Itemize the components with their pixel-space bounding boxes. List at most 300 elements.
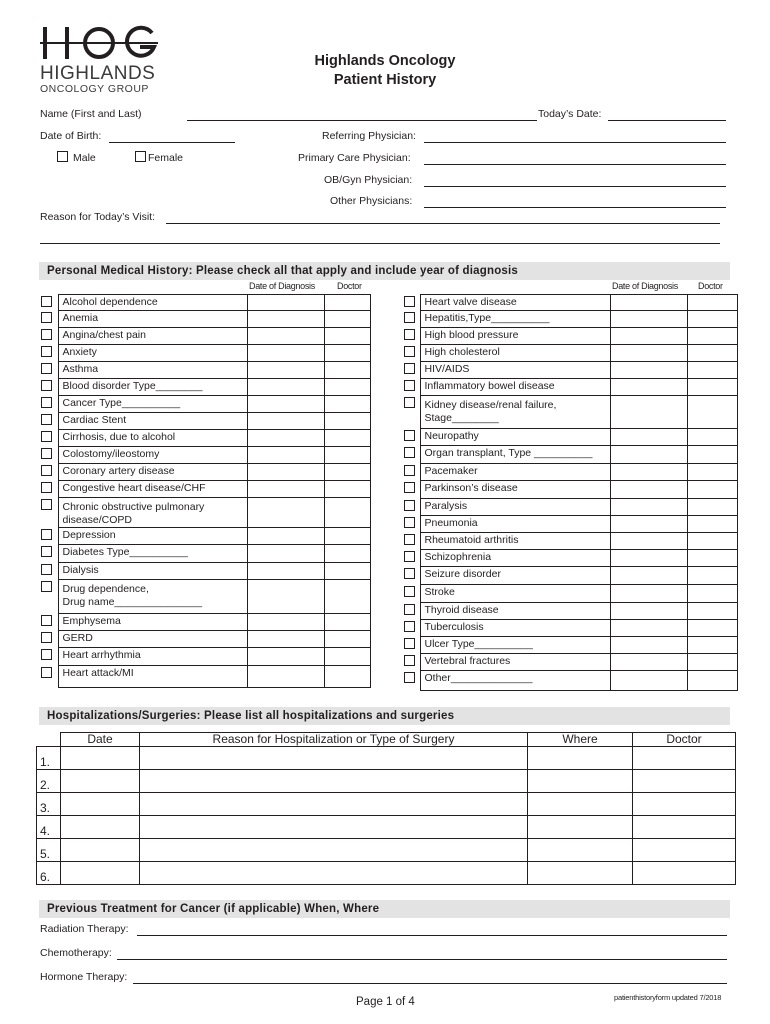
condition-checkbox-cell — [41, 648, 58, 666]
condition-checkbox[interactable] — [404, 430, 415, 441]
condition-label — [58, 464, 247, 481]
condition-label-line: Colostomy/ileostomy — [62, 448, 160, 460]
hosp-date-input[interactable] — [61, 770, 140, 793]
condition-checkbox[interactable] — [41, 363, 52, 374]
condition-checkbox-cell — [404, 620, 420, 637]
condition-checkbox-cell — [404, 446, 420, 464]
condition-row — [404, 567, 737, 585]
condition-checkbox-cell — [41, 362, 58, 379]
doctor-input[interactable] — [687, 499, 737, 516]
female-checkbox[interactable] — [135, 151, 146, 162]
date-of-diagnosis-input[interactable] — [610, 550, 687, 567]
date-of-diagnosis-input[interactable] — [610, 567, 687, 585]
condition-label — [58, 413, 247, 430]
condition-checkbox[interactable] — [41, 346, 52, 357]
condition-row — [41, 545, 370, 563]
condition-label-line: Pneumonia — [424, 517, 478, 529]
doctor-input[interactable] — [324, 528, 370, 545]
condition-row — [404, 481, 737, 499]
condition-row — [404, 295, 737, 311]
condition-label-line: Cirrhosis, due to alcohol — [62, 431, 176, 443]
date-of-diagnosis-input[interactable] — [610, 499, 687, 516]
condition-label-line: Vertebral fractures — [424, 655, 511, 667]
condition-label-line: Drug dependence, — [62, 583, 149, 595]
name-label: Name (First and Last) — [40, 108, 142, 120]
hosp-date-input[interactable] — [61, 747, 140, 770]
date-of-diagnosis-input[interactable] — [247, 362, 324, 379]
date-of-diagnosis-input[interactable] — [247, 648, 324, 666]
condition-label-line: Diabetes Type__________ — [62, 546, 188, 558]
date-of-diagnosis-input[interactable] — [610, 516, 687, 533]
hosp-where-input[interactable] — [528, 816, 633, 839]
condition-checkbox[interactable] — [404, 363, 415, 374]
doctor-input[interactable] — [324, 396, 370, 413]
condition-checkbox[interactable] — [404, 397, 415, 408]
date-of-diagnosis-input[interactable] — [610, 345, 687, 362]
hosp-reason-input[interactable] — [140, 816, 528, 839]
hosp-doctor-input[interactable] — [633, 747, 736, 770]
date-of-diagnosis-input[interactable] — [247, 413, 324, 430]
date-of-diagnosis-input[interactable] — [610, 585, 687, 603]
doctor-input[interactable] — [324, 580, 370, 614]
doctor-input[interactable] — [687, 446, 737, 464]
radiation-input[interactable] — [137, 935, 727, 936]
condition-checkbox-cell — [41, 311, 58, 328]
condition-checkbox[interactable] — [404, 621, 415, 632]
other-physicians-label: Other Physicians: — [330, 195, 413, 207]
condition-label-line: Hepatitis,Type__________ — [424, 312, 550, 324]
date-of-diagnosis-input[interactable] — [610, 654, 687, 671]
doctor-input[interactable] — [324, 648, 370, 666]
condition-checkbox[interactable] — [404, 517, 415, 528]
doctor-input[interactable] — [687, 533, 737, 550]
condition-label — [58, 580, 247, 614]
hosp-date-input[interactable] — [61, 839, 140, 862]
condition-label — [420, 533, 610, 550]
doctor-input[interactable] — [324, 614, 370, 631]
dob-input[interactable] — [109, 142, 235, 143]
hosp-doctor-input[interactable] — [633, 862, 736, 885]
doctor-input[interactable] — [324, 430, 370, 447]
condition-label-line: Other______________ — [424, 672, 533, 684]
hospitalization-row — [37, 816, 736, 839]
condition-label-line: Schizophrenia — [424, 551, 492, 563]
condition-checkbox[interactable] — [41, 448, 52, 459]
date-of-diagnosis-input[interactable] — [247, 528, 324, 545]
condition-checkbox[interactable] — [404, 568, 415, 579]
doctor-input[interactable] — [687, 429, 737, 446]
condition-row — [41, 362, 370, 379]
condition-checkbox[interactable] — [41, 667, 52, 678]
condition-label-line: Coronary artery disease — [62, 465, 175, 477]
condition-checkbox[interactable] — [404, 551, 415, 562]
hosp-date-input[interactable] — [61, 793, 140, 816]
condition-row — [41, 379, 370, 396]
date-of-diagnosis-input[interactable] — [610, 446, 687, 464]
doctor-input[interactable] — [324, 447, 370, 464]
condition-checkbox-cell — [41, 295, 58, 311]
date-of-diagnosis-input[interactable] — [247, 396, 324, 413]
condition-label-line: Stroke — [424, 586, 455, 598]
condition-checkbox[interactable] — [404, 447, 415, 458]
hormone-input[interactable] — [133, 983, 727, 984]
doctor-input[interactable] — [687, 362, 737, 379]
condition-checkbox-cell — [404, 464, 420, 481]
condition-label-line: HIV/AIDS — [424, 363, 470, 375]
doctor-input[interactable] — [687, 671, 737, 691]
todays-date-input[interactable] — [608, 120, 726, 121]
condition-checkbox-cell — [41, 464, 58, 481]
condition-label — [420, 446, 610, 464]
condition-checkbox-cell — [404, 429, 420, 446]
condition-checkbox[interactable] — [41, 329, 52, 340]
condition-label — [58, 666, 247, 688]
condition-checkbox[interactable] — [404, 380, 415, 391]
hospitalization-row — [37, 770, 736, 793]
condition-checkbox-cell — [404, 345, 420, 362]
date-of-diagnosis-input[interactable] — [610, 603, 687, 620]
condition-checkbox-cell — [404, 328, 420, 345]
hosp-reason-input[interactable] — [140, 793, 528, 816]
condition-label — [420, 295, 610, 311]
doctor-input[interactable] — [324, 413, 370, 430]
condition-checkbox-cell — [41, 345, 58, 362]
hosp-col-doctor: Doctor — [633, 733, 736, 747]
hosp-where-input[interactable] — [528, 770, 633, 793]
row-number: 2. — [37, 770, 61, 793]
hosp-where-input[interactable] — [528, 793, 633, 816]
right-col-doctor-header: Doctor — [698, 281, 723, 291]
condition-checkbox-cell — [404, 499, 420, 516]
condition-label — [420, 654, 610, 671]
hosp-reason-input[interactable] — [140, 839, 528, 862]
condition-checkbox[interactable] — [41, 465, 52, 476]
condition-checkbox[interactable] — [404, 296, 415, 307]
condition-label-line: Paralysis — [424, 500, 468, 512]
doctor-input[interactable] — [324, 464, 370, 481]
doctor-input[interactable] — [687, 585, 737, 603]
obgyn-input[interactable] — [424, 186, 726, 187]
condition-checkbox[interactable] — [41, 632, 52, 643]
condition-label-line: Anxiety — [62, 346, 97, 358]
doctor-input[interactable] — [687, 603, 737, 620]
condition-checkbox[interactable] — [404, 672, 415, 683]
date-of-diagnosis-input[interactable] — [610, 637, 687, 654]
chemotherapy-input[interactable] — [117, 959, 727, 960]
doctor-input[interactable] — [687, 396, 737, 429]
doctor-input[interactable] — [687, 516, 737, 533]
condition-checkbox-cell — [404, 585, 420, 603]
hosp-where-input[interactable] — [528, 862, 633, 885]
hosp-doctor-input[interactable] — [633, 839, 736, 862]
page-number: Page 1 of 4 — [356, 996, 415, 1008]
hosp-doctor-input[interactable] — [633, 770, 736, 793]
condition-checkbox[interactable] — [41, 296, 52, 307]
row-number: 3. — [37, 793, 61, 816]
condition-label — [420, 620, 610, 637]
condition-checkbox-cell — [404, 567, 420, 585]
condition-label — [420, 345, 610, 362]
condition-checkbox[interactable] — [404, 604, 415, 615]
hosp-date-input[interactable] — [61, 816, 140, 839]
condition-label — [420, 671, 610, 691]
form-title: Highlands Oncology — [314, 53, 456, 69]
doctor-input[interactable] — [324, 295, 370, 311]
date-of-diagnosis-input[interactable] — [610, 533, 687, 550]
hosp-reason-input[interactable] — [140, 747, 528, 770]
date-of-diagnosis-input[interactable] — [247, 464, 324, 481]
condition-checkbox[interactable] — [404, 346, 415, 357]
hosp-where-input[interactable] — [528, 747, 633, 770]
condition-label — [420, 603, 610, 620]
condition-row — [41, 413, 370, 430]
condition-label-line: Rheumatoid arthritis — [424, 534, 519, 546]
condition-label-line: disease/COPD — [62, 514, 132, 526]
condition-row — [41, 345, 370, 362]
doctor-input[interactable] — [324, 631, 370, 648]
date-of-diagnosis-input[interactable] — [247, 666, 324, 688]
referring-label: Referring Physician: — [322, 130, 416, 142]
doctor-input[interactable] — [687, 345, 737, 362]
condition-checkbox-cell — [404, 362, 420, 379]
condition-checkbox[interactable] — [404, 655, 415, 666]
doctor-input[interactable] — [687, 464, 737, 481]
doctor-input[interactable] — [324, 379, 370, 396]
condition-label-line: Parkinson’s disease — [424, 482, 518, 494]
condition-label-line: Organ transplant, Type __________ — [424, 447, 593, 459]
condition-label — [58, 447, 247, 464]
hosp-doctor-input[interactable] — [633, 793, 736, 816]
hosp-date-input[interactable] — [61, 862, 140, 885]
date-of-diagnosis-input[interactable] — [247, 563, 324, 580]
doctor-input[interactable] — [687, 311, 737, 328]
condition-row — [404, 585, 737, 603]
condition-label-line: GERD — [62, 632, 93, 644]
condition-checkbox-cell — [41, 631, 58, 648]
condition-row — [404, 516, 737, 533]
condition-label-line: Tuberculosis — [424, 621, 484, 633]
date-of-diagnosis-input[interactable] — [247, 545, 324, 563]
condition-label — [420, 429, 610, 446]
condition-checkbox[interactable] — [404, 586, 415, 597]
condition-checkbox-cell — [404, 311, 420, 328]
hosp-col-date: Date — [61, 733, 140, 747]
doctor-input[interactable] — [324, 362, 370, 379]
condition-row — [404, 654, 737, 671]
date-of-diagnosis-input[interactable] — [610, 464, 687, 481]
doctor-input[interactable] — [687, 654, 737, 671]
condition-row — [404, 429, 737, 446]
referring-input[interactable] — [424, 142, 726, 143]
doctor-input[interactable] — [687, 295, 737, 311]
condition-checkbox-cell — [404, 550, 420, 567]
condition-checkbox[interactable] — [41, 564, 52, 575]
doctor-input[interactable] — [687, 567, 737, 585]
condition-label-line: Drug name_______________ — [62, 596, 203, 608]
right-col-date-header: Date of Diagnosis — [612, 281, 678, 291]
date-of-diagnosis-input[interactable] — [247, 481, 324, 498]
doctor-input[interactable] — [324, 328, 370, 345]
condition-row — [41, 528, 370, 545]
todays-date-label: Today’s Date: — [538, 108, 602, 120]
condition-checkbox[interactable] — [404, 638, 415, 649]
name-input[interactable] — [187, 120, 537, 121]
condition-checkbox[interactable] — [41, 649, 52, 660]
doctor-input[interactable] — [324, 498, 370, 528]
hosp-reason-input[interactable] — [140, 770, 528, 793]
medical-history-header: Personal Medical History: Please check all that apply and include year of diagnosis — [39, 262, 730, 280]
condition-label-line: Depression — [62, 529, 116, 541]
date-of-diagnosis-input[interactable] — [247, 328, 324, 345]
condition-checkbox[interactable] — [404, 465, 415, 476]
date-of-diagnosis-input[interactable] — [610, 295, 687, 311]
doctor-input[interactable] — [687, 620, 737, 637]
date-of-diagnosis-input[interactable] — [610, 396, 687, 429]
condition-label-line: Anemia — [62, 312, 99, 324]
condition-checkbox[interactable] — [41, 546, 52, 557]
condition-checkbox-cell — [41, 666, 58, 688]
female-label: Female — [148, 152, 184, 164]
radiation-label: Radiation Therapy: — [40, 923, 129, 935]
condition-checkbox[interactable] — [41, 312, 52, 323]
condition-checkbox-cell — [41, 498, 58, 528]
condition-checkbox[interactable] — [404, 500, 415, 511]
other-physicians-input[interactable] — [424, 207, 726, 208]
condition-checkbox[interactable] — [41, 397, 52, 408]
condition-row — [404, 345, 737, 362]
condition-checkbox-cell — [41, 396, 58, 413]
condition-label-line: Pacemaker — [424, 465, 478, 477]
date-of-diagnosis-input[interactable] — [610, 671, 687, 691]
condition-checkbox[interactable] — [41, 615, 52, 626]
date-of-diagnosis-input[interactable] — [610, 620, 687, 637]
doctor-input[interactable] — [324, 545, 370, 563]
date-of-diagnosis-input[interactable] — [610, 362, 687, 379]
date-of-diagnosis-input[interactable] — [247, 631, 324, 648]
condition-checkbox[interactable] — [41, 529, 52, 540]
dob-label: Date of Birth: — [40, 130, 102, 142]
reason-label: Reason for Today’s Visit: — [40, 211, 155, 223]
date-of-diagnosis-input[interactable] — [610, 328, 687, 345]
date-of-diagnosis-input[interactable] — [247, 295, 324, 311]
condition-label-line: Asthma — [62, 363, 99, 375]
condition-checkbox[interactable] — [41, 431, 52, 442]
condition-row — [404, 311, 737, 328]
left-col-date-header: Date of Diagnosis — [249, 281, 315, 291]
condition-checkbox[interactable] — [41, 380, 52, 391]
condition-label-line: Neuropathy — [424, 430, 479, 442]
condition-checkbox-cell — [41, 563, 58, 580]
condition-row — [404, 464, 737, 481]
hosp-col-where: Where — [528, 733, 633, 747]
date-of-diagnosis-input[interactable] — [610, 311, 687, 328]
hosp-where-input[interactable] — [528, 839, 633, 862]
condition-label — [58, 563, 247, 580]
condition-row — [404, 550, 737, 567]
condition-checkbox[interactable] — [41, 482, 52, 493]
row-number: 4. — [37, 816, 61, 839]
date-of-diagnosis-input[interactable] — [247, 580, 324, 614]
logo-subtitle: ONCOLOGY GROUP — [40, 83, 149, 95]
doctor-input[interactable] — [324, 345, 370, 362]
date-of-diagnosis-input[interactable] — [610, 429, 687, 446]
condition-label — [58, 345, 247, 362]
doctor-input[interactable] — [687, 328, 737, 345]
condition-checkbox-cell — [41, 413, 58, 430]
primary-input[interactable] — [424, 164, 726, 165]
condition-label — [420, 362, 610, 379]
doctor-input[interactable] — [687, 637, 737, 654]
condition-label — [420, 328, 610, 345]
date-of-diagnosis-input[interactable] — [610, 481, 687, 499]
form-subtitle: Patient History — [333, 72, 437, 88]
doctor-input[interactable] — [324, 311, 370, 328]
reason-input[interactable] — [166, 223, 720, 224]
date-of-diagnosis-input[interactable] — [610, 379, 687, 396]
hosp-doctor-input[interactable] — [633, 816, 736, 839]
condition-checkbox-cell — [41, 447, 58, 464]
doctor-input[interactable] — [687, 550, 737, 567]
doctor-input[interactable] — [687, 481, 737, 499]
doctor-input[interactable] — [324, 481, 370, 498]
condition-label — [420, 464, 610, 481]
condition-label-line: Alcohol dependence — [62, 296, 158, 308]
condition-checkbox[interactable] — [404, 312, 415, 323]
condition-label — [58, 545, 247, 563]
condition-label-line: Kidney disease/renal failure, — [424, 399, 557, 411]
condition-row — [404, 446, 737, 464]
condition-checkbox[interactable] — [404, 329, 415, 340]
date-of-diagnosis-input[interactable] — [247, 379, 324, 396]
date-of-diagnosis-input[interactable] — [247, 430, 324, 447]
date-of-diagnosis-input[interactable] — [247, 614, 324, 631]
condition-label — [58, 295, 247, 311]
date-of-diagnosis-input[interactable] — [247, 498, 324, 528]
condition-label — [420, 311, 610, 328]
hormone-label: Hormone Therapy: — [40, 971, 128, 983]
condition-row — [41, 295, 370, 311]
doctor-input[interactable] — [687, 379, 737, 396]
condition-checkbox[interactable] — [404, 482, 415, 493]
condition-checkbox[interactable] — [41, 581, 52, 592]
condition-row — [404, 637, 737, 654]
doctor-input[interactable] — [324, 563, 370, 580]
condition-row — [41, 614, 370, 631]
hosp-corner — [37, 733, 61, 747]
condition-checkbox[interactable] — [41, 414, 52, 425]
condition-checkbox[interactable] — [41, 499, 52, 510]
condition-row — [404, 671, 737, 691]
date-of-diagnosis-input[interactable] — [247, 311, 324, 328]
condition-checkbox-cell — [404, 654, 420, 671]
condition-checkbox[interactable] — [404, 534, 415, 545]
condition-label — [58, 311, 247, 328]
doctor-input[interactable] — [324, 666, 370, 688]
date-of-diagnosis-input[interactable] — [247, 345, 324, 362]
hosp-col-reason: Reason for Hospitalization or Type of Surgery — [140, 733, 528, 747]
male-checkbox[interactable] — [57, 151, 68, 162]
hosp-reason-input[interactable] — [140, 862, 528, 885]
condition-label — [58, 498, 247, 528]
condition-label — [420, 550, 610, 567]
date-of-diagnosis-input[interactable] — [247, 447, 324, 464]
condition-row — [41, 396, 370, 413]
reason-input-line2[interactable] — [40, 243, 720, 244]
condition-label — [58, 614, 247, 631]
condition-checkbox-cell — [404, 481, 420, 499]
condition-checkbox-cell — [404, 396, 420, 429]
hospitalization-row — [37, 839, 736, 862]
